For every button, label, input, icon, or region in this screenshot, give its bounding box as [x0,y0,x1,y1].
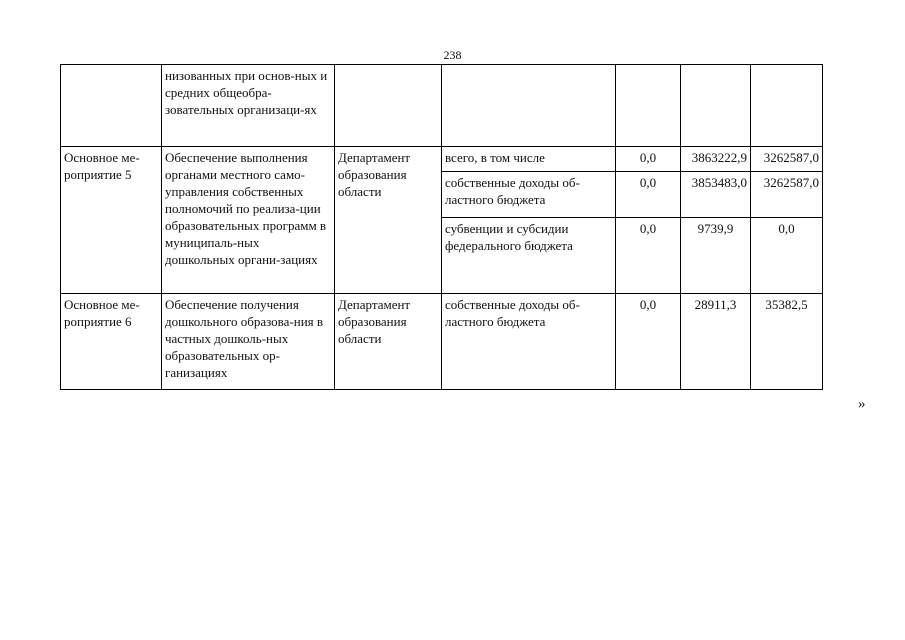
table-row [61,147,823,172]
value-cell: 0,0 [616,172,681,218]
continuation-description: низованных при основ-ных и средних общеобра-зовательных организаци-ях [162,65,335,147]
funding-source: всего, в том числе [442,147,616,172]
page-number: 238 [443,48,462,62]
value-cell: 3262587,0 [751,147,823,172]
closing-quote: » [858,396,866,412]
funding-source: собственные доходы об-ластного бюджета [442,294,616,390]
budget-table [60,64,823,390]
measure-label: Основное ме-роприятие 5 [61,147,162,294]
table-row [61,294,823,390]
value-cell: 3863222,9 [681,147,751,172]
funding-source: собственные доходы об-ластного бюджета [442,172,616,218]
funding-source: субвенции и субсидии федерального бюджета [442,218,616,294]
value-cell: 28911,3 [681,294,751,390]
table-cell [335,65,442,147]
measure-executor: Департамент образования области [335,294,442,390]
measure-description: Обеспечение получения дошкольного образова-ния в частных дошколь-ных образовательных ор-ганизациях [162,294,335,390]
table-cell [681,65,751,147]
value-cell: 0,0 [751,218,823,294]
value-cell: 3262587,0 [751,172,823,218]
value-cell: 0,0 [616,218,681,294]
measure-description: Обеспечение выполнения органами местного само-управления собственных полномочий по реализа-ции образовательных программ в муниципаль-ных дошкольных органи-зациях [162,147,335,294]
value-cell: 0,0 [616,294,681,390]
measure-executor: Департамент образования области [335,147,442,294]
value-cell: 35382,5 [751,294,823,390]
value-cell: 9739,9 [681,218,751,294]
table-cell [61,65,162,147]
value-cell: 3853483,0 [681,172,751,218]
measure-label: Основное ме-роприятие 6 [61,294,162,390]
continuation-row [61,65,823,147]
table-cell [751,65,823,147]
value-cell: 0,0 [616,147,681,172]
table-cell [442,65,616,147]
table-cell [616,65,681,147]
